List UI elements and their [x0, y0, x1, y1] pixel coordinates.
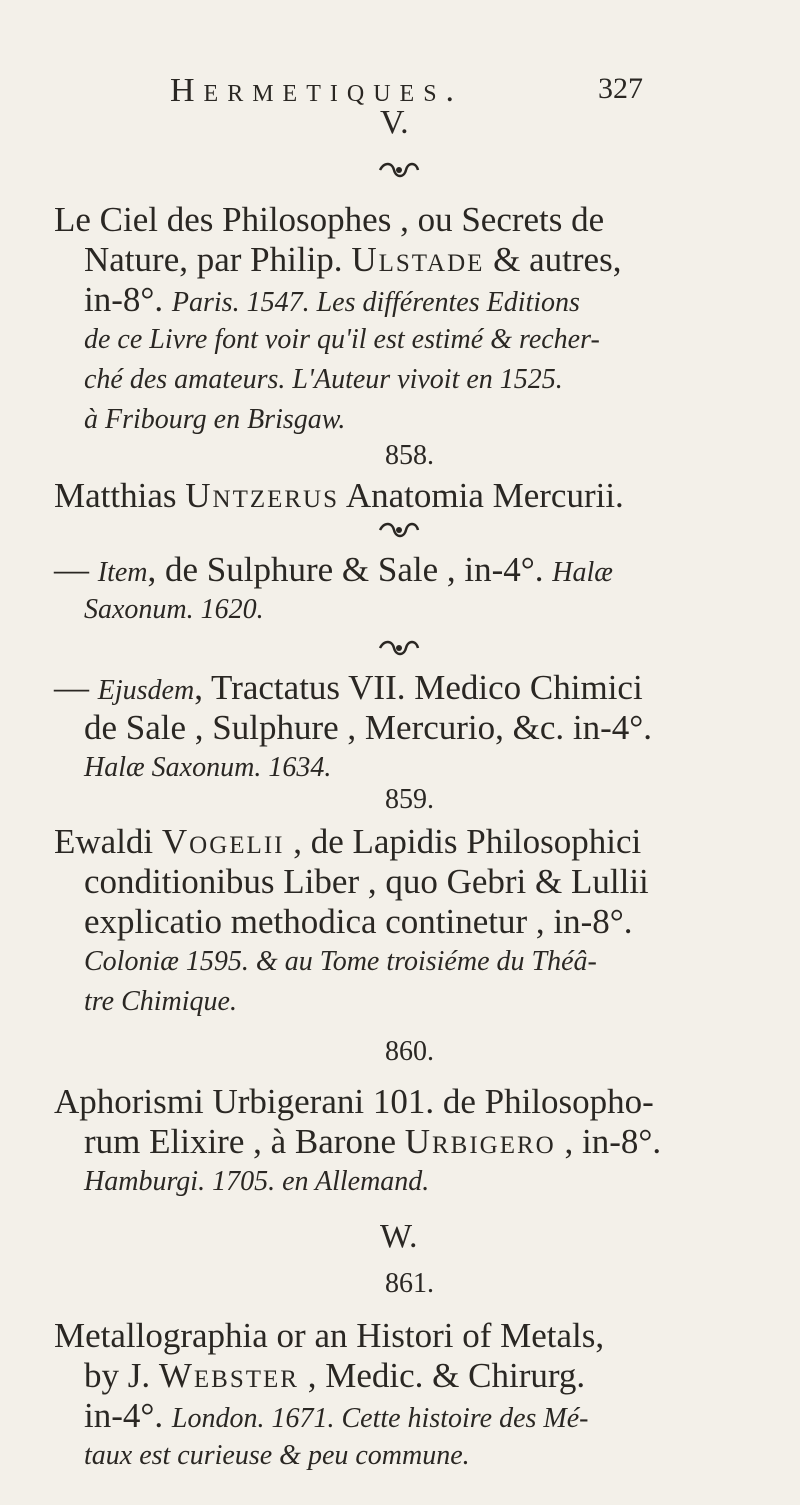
fleuron-ornament-icon [376, 160, 422, 180]
entry-858b-line-2: Saxonum. 1620. [84, 594, 264, 625]
entry-858-line-1: Matthias Untzerus Anatomia Mercurii. [54, 476, 624, 515]
page-number: 327 [598, 72, 643, 105]
entry-number-858: 858. [385, 440, 434, 471]
entry-number-859: 859. [385, 784, 434, 815]
entry-861-line-2: by J. Webster , Medic. & Chirurg. [84, 1356, 586, 1395]
entry-860-line-2: rum Elixire , à Barone Urbigero , in-8°. [84, 1122, 662, 1161]
entry-858c-line-1: — Ejusdem, Tractatus VII. Medico Chimici [54, 668, 643, 707]
section-letter-w: W. [380, 1218, 418, 1255]
entry-857-line-2: Nature, par Philip. Ulstade & autres, [84, 240, 622, 279]
entry-860-line-3: Hamburgi. 1705. en Allemand. [84, 1166, 430, 1197]
entry-858c-line-3: Halæ Saxonum. 1634. [84, 752, 332, 783]
entry-857-line-6: à Fribourg en Brisgaw. [84, 404, 346, 435]
entry-857-line-3: in-8°. Paris. 1547. Les différentes Editions [84, 280, 580, 319]
entry-857-line-4: de ce Livre font voir qu'il est estimé & recher- [84, 324, 600, 355]
entry-859-line-4: Coloniæ 1595. & au Tome troisiéme du Théâ- [84, 946, 597, 977]
running-title: Hermetiques. [170, 72, 464, 109]
entry-number-861: 861. [385, 1268, 434, 1299]
entry-858b-line-1: — Item, de Sulphure & Sale , in-4°. Halæ [54, 550, 613, 589]
fleuron-ornament-icon [376, 638, 422, 658]
entry-858c-line-2: de Sale , Sulphure , Mercurio, &c. in-4°. [84, 708, 653, 747]
entry-861-line-4: taux est curieuse & peu commune. [84, 1440, 470, 1471]
section-letter-v: V. [380, 104, 409, 141]
entry-number-860: 860. [385, 1036, 434, 1067]
entry-859-line-3: explicatio methodica continetur , in-8°. [84, 902, 633, 941]
author-name: Ulstade [351, 240, 485, 279]
fleuron-ornament-icon [376, 520, 422, 540]
entry-861-line-3: in-4°. London. 1671. Cette histoire des Mé- [84, 1396, 589, 1435]
entry-857-line-1: Le Ciel des Philosophes , ou Secrets de [54, 200, 605, 239]
entry-861-line-1: Metallographia or an Histori of Metals, [54, 1316, 605, 1355]
entry-859-line-2: conditionibus Liber , quo Gebri & Lullii [84, 862, 649, 901]
entry-859-line-5: tre Chimique. [84, 986, 237, 1017]
entry-860-line-1: Aphorismi Urbigerani 101. de Philosopho- [54, 1082, 654, 1121]
entry-859-line-1: Ewaldi Vogelii , de Lapidis Philosophici [54, 822, 642, 861]
entry-857-line-5: ché des amateurs. L'Auteur vivoit en 1525. [84, 364, 563, 395]
